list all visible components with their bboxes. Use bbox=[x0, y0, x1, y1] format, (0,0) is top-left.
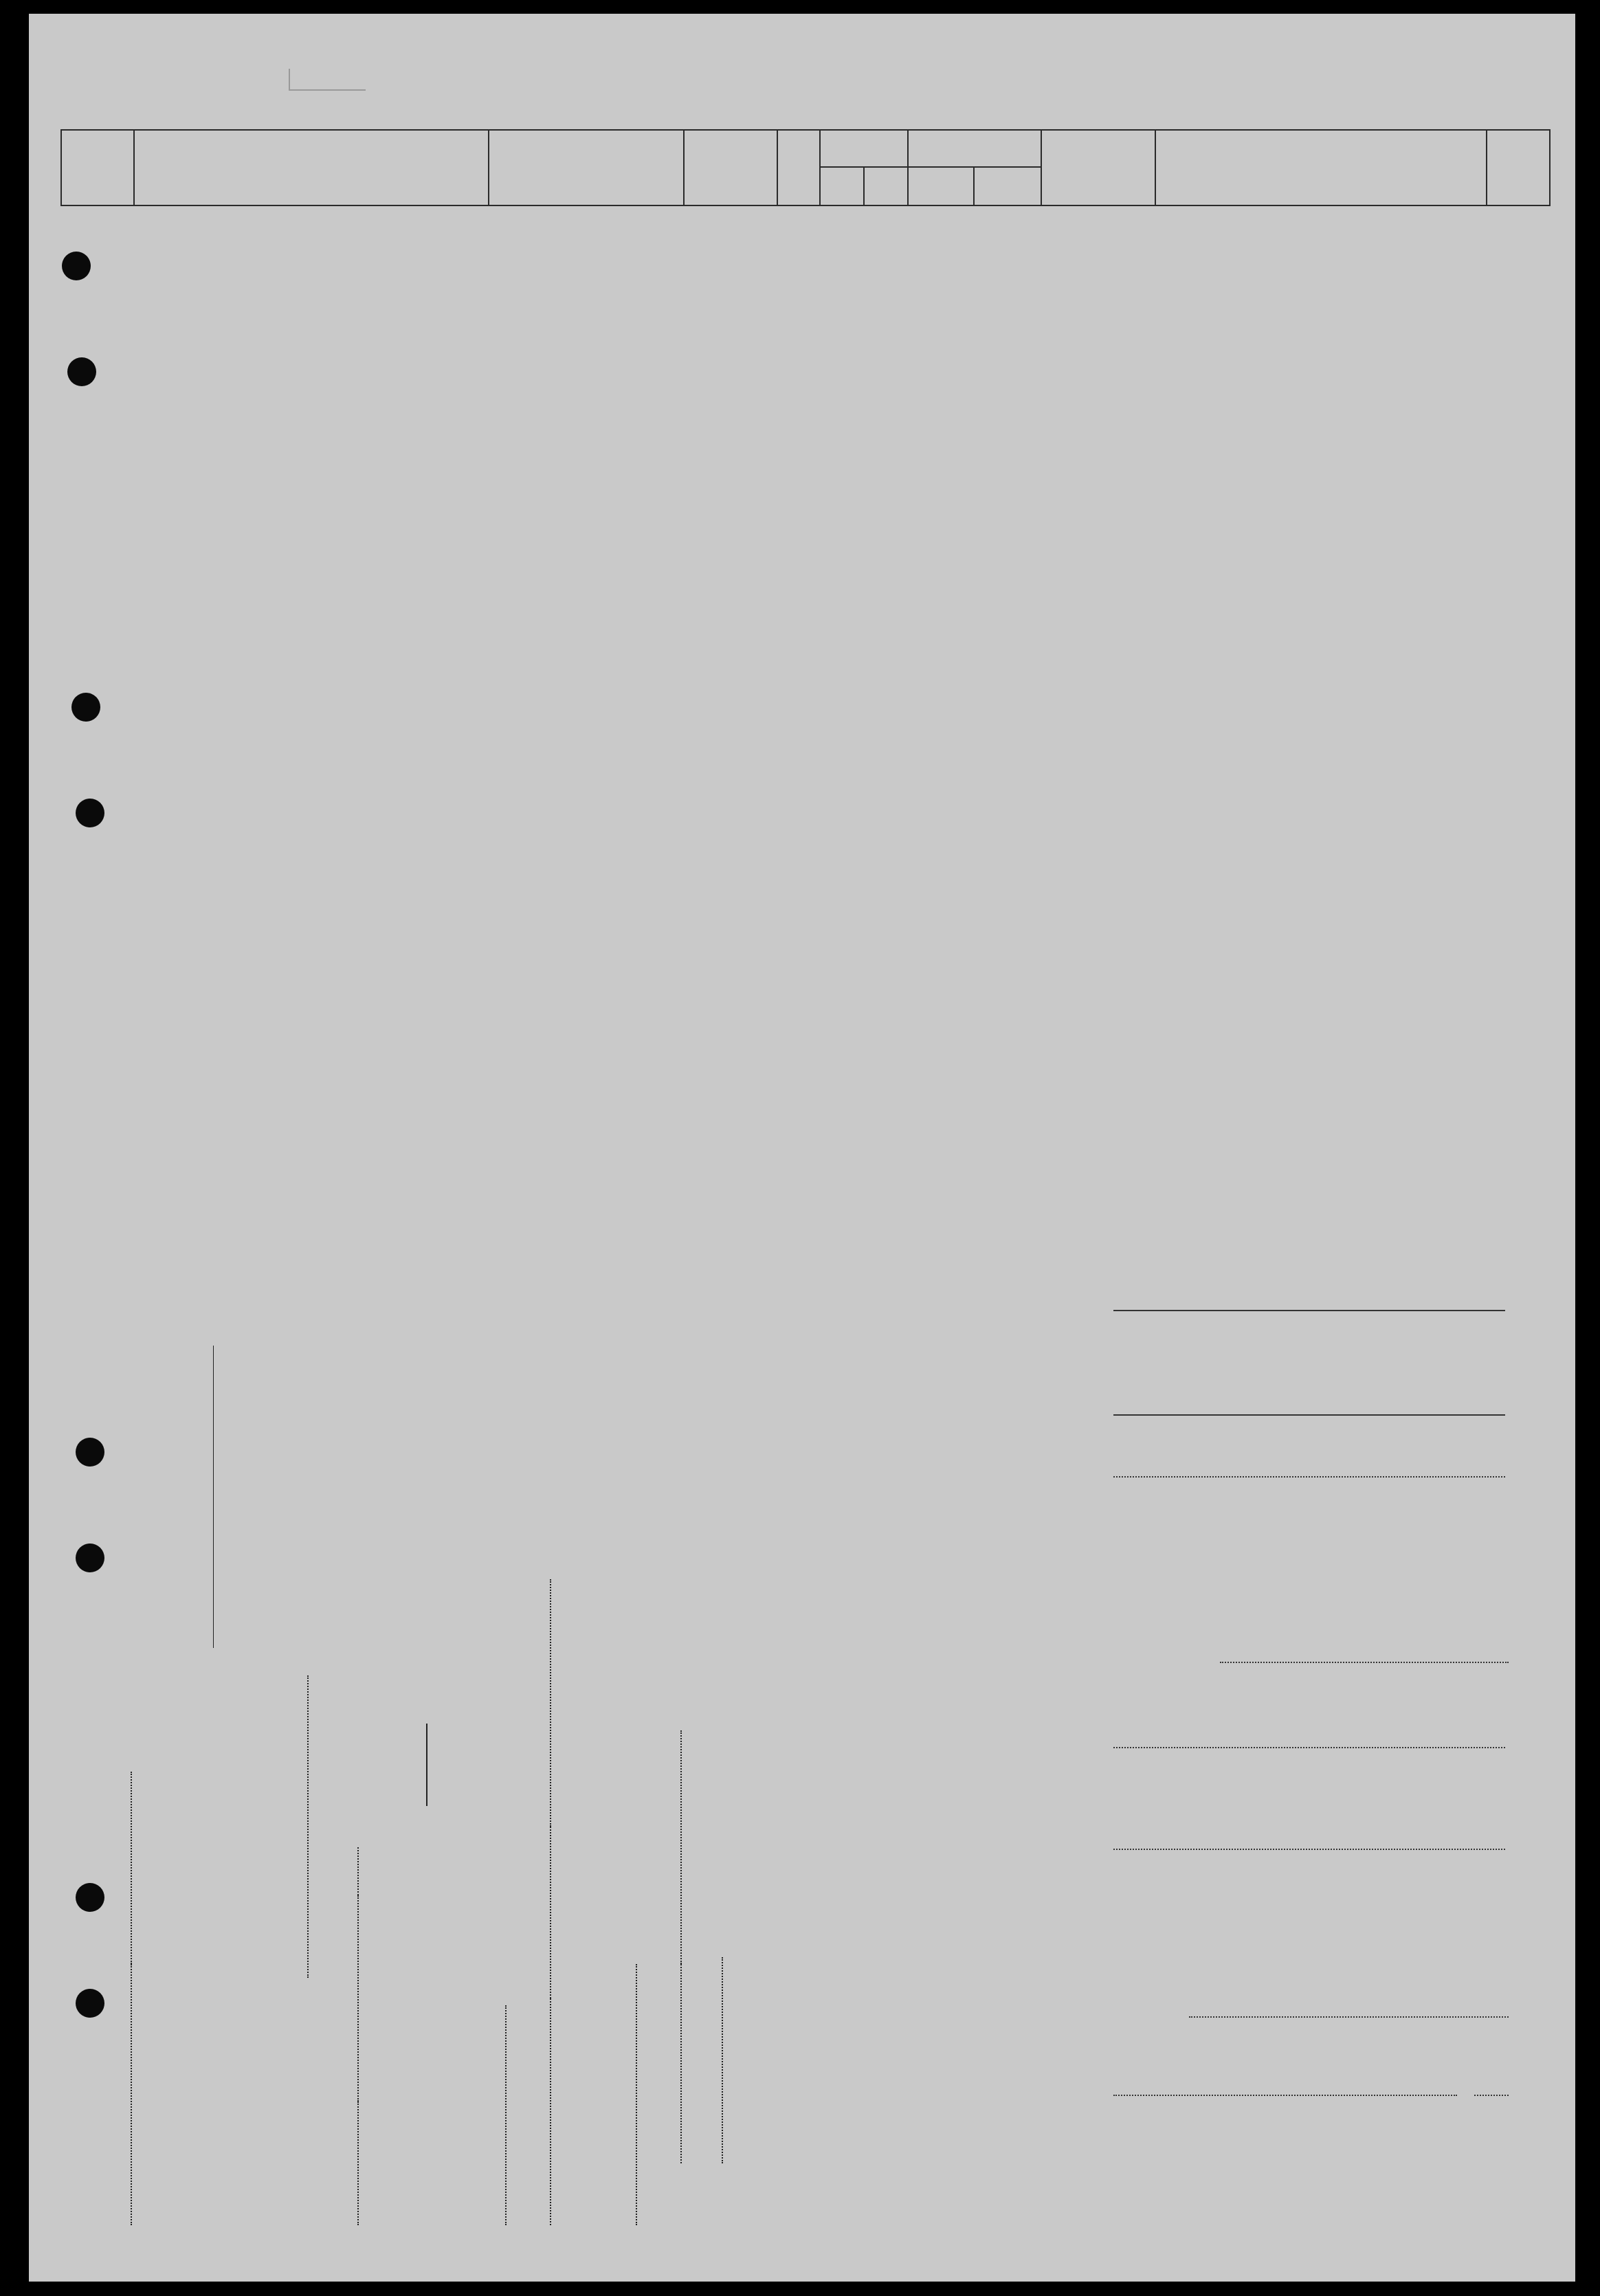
crew-table-body bbox=[61, 205, 1550, 1137]
certify-master-blank[interactable] bbox=[529, 1579, 551, 1827]
cover-port-line[interactable] bbox=[1189, 2016, 1509, 2018]
header-inches bbox=[864, 167, 908, 205]
cover-rule-top bbox=[1113, 1310, 1505, 1311]
this-day-line bbox=[660, 1730, 688, 2163]
header-capacity bbox=[1041, 130, 1155, 205]
rig-line[interactable] bbox=[1220, 1662, 1509, 1663]
lord-year-blank[interactable] bbox=[701, 1957, 723, 2163]
vessel-name-blank[interactable] bbox=[110, 1772, 132, 1964]
day-blank[interactable] bbox=[337, 2102, 359, 2225]
header-age bbox=[777, 130, 820, 205]
header-hair bbox=[974, 167, 1041, 205]
header-description bbox=[908, 130, 1041, 167]
header-complexion bbox=[908, 167, 974, 205]
header-feet bbox=[820, 167, 864, 205]
master-name-blank[interactable] bbox=[110, 1964, 132, 2225]
header-line-no bbox=[61, 130, 134, 205]
vessel-name-line[interactable] bbox=[1113, 1747, 1505, 1748]
certify-line bbox=[485, 2005, 513, 2225]
header-name-of-seaman bbox=[134, 130, 489, 205]
header-birthplace bbox=[489, 130, 684, 205]
certify-vessel-blank[interactable] bbox=[485, 2005, 507, 2225]
port-blank[interactable] bbox=[287, 1675, 309, 1978]
certified-copy-line[interactable] bbox=[1113, 1476, 1505, 1478]
master-signature-line[interactable] bbox=[192, 1346, 220, 1648]
oath-section bbox=[110, 1236, 948, 2225]
month-blank[interactable] bbox=[337, 1895, 359, 2102]
header-citizen bbox=[684, 130, 777, 205]
cover-rule-2 bbox=[1113, 1414, 1505, 1416]
cover-year-blank[interactable] bbox=[1474, 2095, 1509, 2096]
punch-hole bbox=[76, 1543, 104, 1572]
cover-date-line[interactable] bbox=[1113, 2095, 1457, 2096]
year-blank[interactable] bbox=[337, 1847, 359, 1895]
punch-hole bbox=[76, 1438, 104, 1467]
punch-hole bbox=[76, 1883, 104, 1912]
subscribed-line bbox=[337, 1847, 365, 2225]
lord-line bbox=[701, 1957, 729, 2163]
pencil-mark bbox=[289, 69, 366, 91]
certify-rig-blank[interactable] bbox=[529, 1998, 551, 2225]
oath-line-1 bbox=[110, 1772, 138, 2225]
customhouse-blank[interactable] bbox=[615, 1964, 637, 2225]
certify-port-blank[interactable] bbox=[529, 1827, 551, 1998]
header-next-of-kin bbox=[1155, 130, 1487, 205]
collector-signature-1[interactable] bbox=[405, 1724, 434, 1806]
header-height bbox=[820, 130, 908, 167]
master-name-line[interactable] bbox=[1113, 1849, 1505, 1850]
this-month-blank[interactable] bbox=[660, 1730, 682, 1964]
this-day-blank[interactable] bbox=[660, 1964, 682, 2163]
port-of-line bbox=[285, 1675, 315, 1978]
punch-hole bbox=[76, 1989, 104, 2018]
header-line-no-right bbox=[1487, 130, 1550, 205]
certify-line-2 bbox=[529, 1579, 557, 2225]
given-line bbox=[615, 1964, 643, 2225]
crew-table bbox=[60, 129, 1551, 1137]
cover-panel bbox=[1107, 1285, 1512, 2206]
